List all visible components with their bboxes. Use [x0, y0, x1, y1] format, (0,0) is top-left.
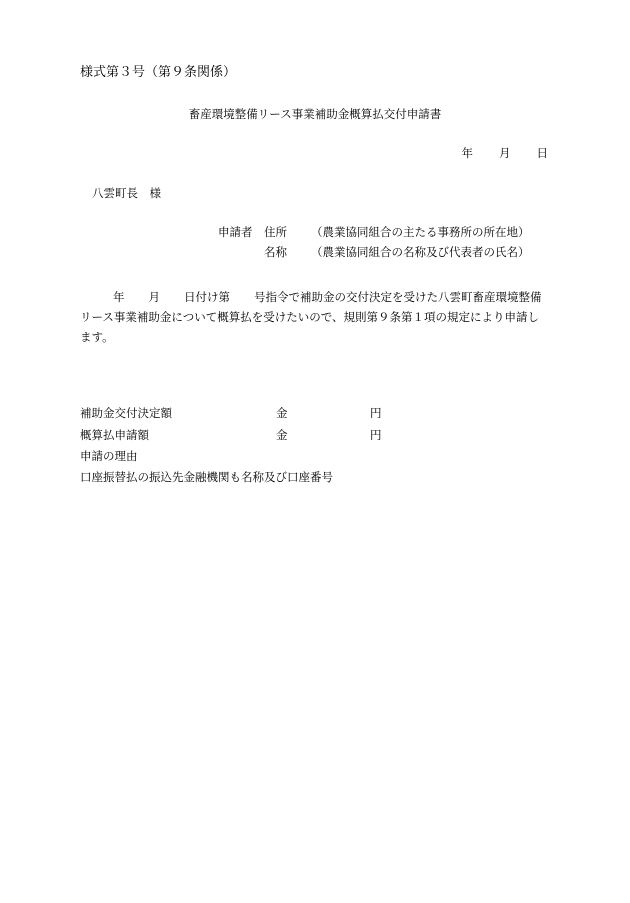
name-label: 名称 — [264, 245, 287, 259]
kin-label: 金 — [276, 406, 288, 420]
body-text: 号指令で補助金の交付決定を受けた八雲町畜産環境整備リース事業補助金について概算払を受けたいので、規則第９条第１項の規定により申請します。 — [80, 290, 542, 344]
date-month: 月 — [499, 146, 511, 160]
item-decision-amount — [80, 406, 382, 420]
body-day-ref: 日付け第 — [184, 290, 230, 304]
document-title: 畜産環境整備リース事業補助金概算払交付申請書 — [188, 107, 442, 121]
applicant-label: 申請者 — [218, 225, 253, 239]
address-note: （農業協同組合の主たる事務所の所在地） — [311, 225, 530, 239]
date-year: 年 — [461, 146, 473, 160]
addressee: 八雲町長 様 — [92, 186, 161, 200]
yen-label: 円 — [370, 406, 382, 420]
body-month: 月 — [148, 290, 160, 304]
kin-label: 金 — [276, 428, 288, 442]
item-request-amount — [80, 428, 382, 442]
form-number: 様式第３号（第９条関係） — [80, 65, 237, 80]
item-label: 概算払申請額 — [80, 428, 149, 442]
body-paragraph — [80, 287, 550, 347]
address-label: 住所 — [264, 225, 287, 239]
item-label: 補助金交付決定額 — [80, 406, 172, 420]
date-day: 日 — [536, 146, 548, 160]
item-bank-account: 口座振替払の振込先金融機関も名称及び口座番号 — [80, 470, 333, 484]
name-note: （農業協同組合の名称及び代表者の氏名） — [311, 245, 530, 259]
item-reason: 申請の理由 — [80, 449, 138, 463]
body-year: 年 — [113, 290, 125, 304]
yen-label: 円 — [370, 428, 382, 442]
date-line — [462, 148, 549, 160]
